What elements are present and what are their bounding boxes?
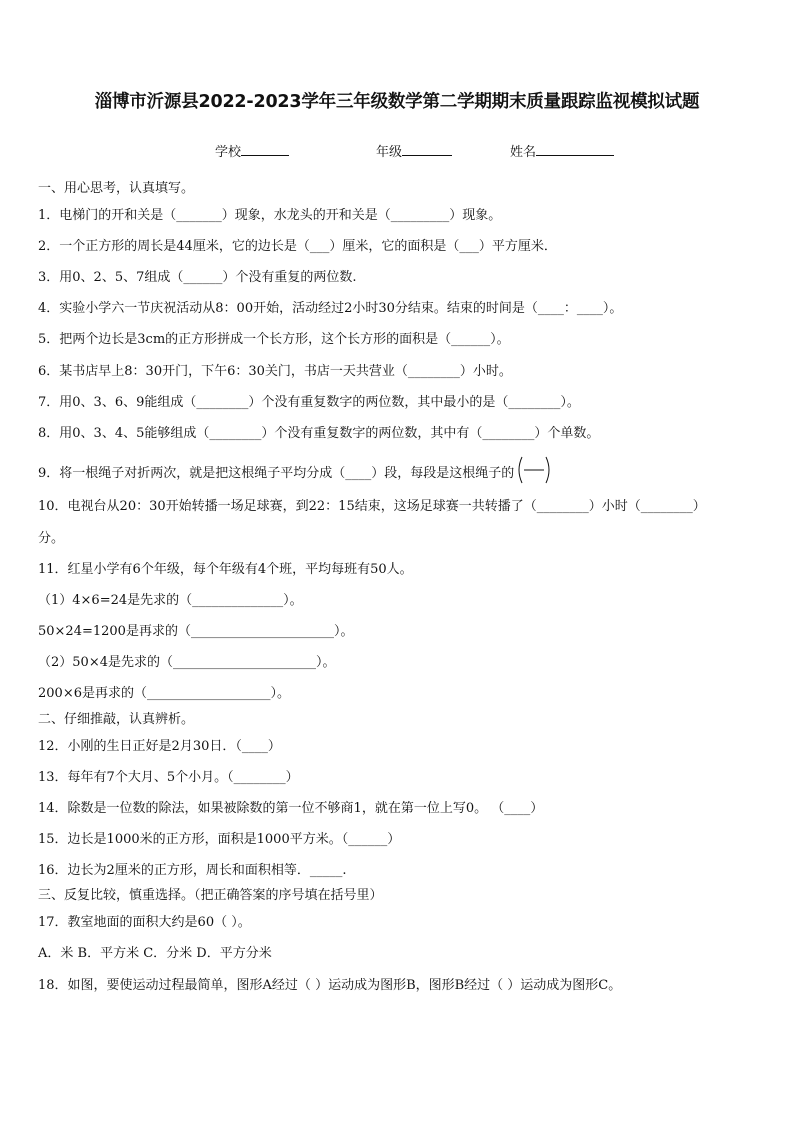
question-1: 1．电梯门的开和关是（_______）现象，水龙头的开和关是（_________）现象。	[38, 208, 502, 223]
school-label: 学校	[215, 145, 242, 160]
section-2-heading: 二、仔细推敲，认真辨析。	[38, 712, 195, 727]
question-11-part-2b: 200×6是再求的（___________________）。	[38, 686, 290, 701]
grade-field	[376, 141, 452, 160]
grade-label: 年级	[376, 145, 403, 160]
section-3-heading: 三、反复比较，慎重选择。（把正确答案的序号填在括号里）	[38, 888, 383, 903]
question-11-part-1a: （1）4×6=24是先求的（______________）。	[38, 593, 303, 608]
question-6: 6．某书店早上8：30开门，下午6：30关门，书店一天共营业（________）小时。	[38, 364, 512, 379]
question-11: 11．红星小学有6个年级，每个年级有4个班，平均每班有50人。	[38, 562, 413, 577]
grade-blank[interactable]	[402, 142, 452, 156]
question-13: 13．每年有7个大月、5个小月。（________）	[38, 770, 299, 785]
school-field	[215, 141, 289, 160]
question-10: 10．电视台从20：30开始转播一场足球赛，到22：15结束，这场足球赛一共转播了（________）小时（________）	[38, 499, 706, 514]
question-18: 18．如图，要使运动过程最简单，图形A经过（ ）运动成为图形B，图形B经过（ ）运动成为图形C。	[38, 978, 622, 993]
question-3: 3．用0、2、5、7组成（______）个没有重复的两位数.	[38, 270, 357, 285]
question-9-text: 9．将一根绳子对折两次，就是把这根绳子平均分成（____）段，每段是这根绳子的	[38, 466, 515, 481]
name-blank[interactable]	[536, 142, 614, 156]
school-blank[interactable]	[241, 142, 289, 156]
name-field	[510, 141, 614, 160]
question-8: 8．用0、3、4、5能够组成（________）个没有重复数字的两位数，其中有（________）个单数。	[38, 426, 600, 441]
question-7: 7．用0、3、6、9能组成（________）个没有重复数字的两位数，其中最小的是（________）。	[38, 395, 580, 410]
question-2: 2．一个正方形的周长是44厘米，它的边长是（___）厘米，它的面积是（___）平方厘米．	[38, 239, 557, 254]
question-12: 12．小刚的生日正好是2月30日．（____）	[38, 739, 281, 754]
question-5: 5．把两个边长是3cm的正方形拼成一个长方形，这个长方形的面积是（______）。	[38, 332, 510, 347]
question-14: 14．除数是一位数的除法，如果被除数的第一位不够商1，就在第一位上写0。 （____）	[38, 801, 544, 816]
question-17-options: A．米 B．平方米 C．分米 D．平方分米	[38, 946, 272, 961]
question-9	[38, 462, 554, 485]
question-4: 4．实验小学六一节庆祝活动从8：00开始，活动经过2小时30分结束。结束的时间是（____：____）。	[38, 301, 623, 316]
question-15: 15．边长是1000米的正方形，面积是1000平方米。（______）	[38, 832, 401, 847]
question-11-part-2a: （2）50×4是先求的（______________________）。	[38, 655, 336, 670]
name-label: 姓名	[510, 145, 537, 160]
question-16: 16．边长为2厘米的正方形，周长和面积相等．_____.	[38, 863, 347, 878]
exam-title: 淄博市沂源县2022-2023学年三年级数学第二学期期末质量跟踪监视模拟试题	[94, 92, 700, 112]
question-11-part-1b: 50×24=1200是再求的（______________________）。	[38, 624, 354, 639]
question-10-cont: 分。	[38, 531, 65, 546]
fraction-blank-icon	[514, 455, 554, 485]
section-1-heading: 一、用心思考，认真填写。	[38, 181, 195, 196]
question-17: 17．教室地面的面积大约是60（ ）。	[38, 915, 251, 930]
